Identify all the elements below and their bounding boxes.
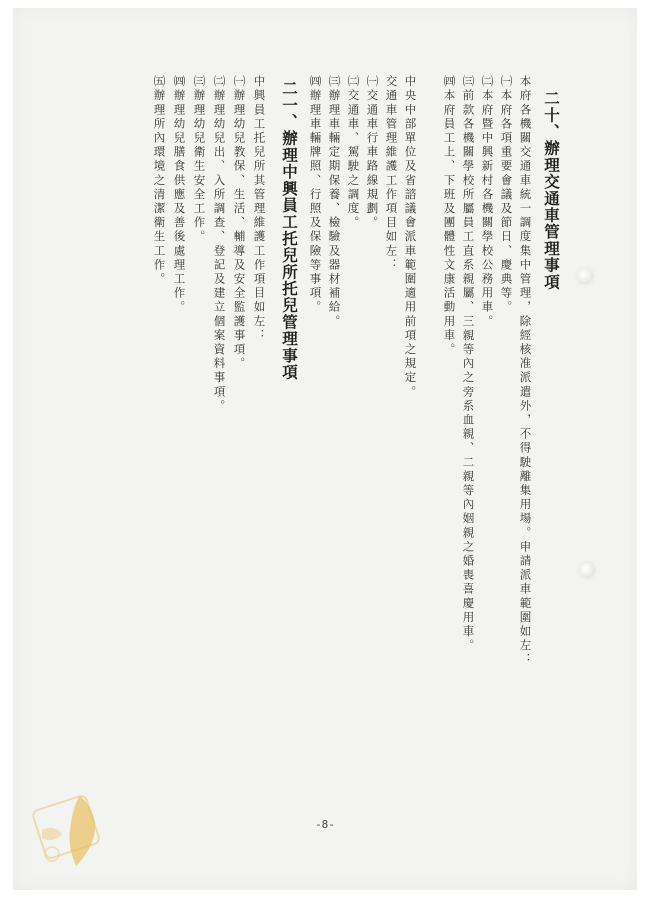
section-21-line: ㈣辦理幼兒膳食供應及善後處理工作。 xyxy=(172,75,187,315)
punch-hole xyxy=(577,268,593,284)
section-20-line: ㈠本府各項重要會議及節日、慶典等。 xyxy=(499,75,514,315)
punch-hole xyxy=(579,562,595,578)
section-21-line: ㈡辦理幼兒出、入所調查、登記及建立個案資料事項。 xyxy=(212,75,227,414)
section-20-line: ㈣本府員工上、下班及團體性文康活動用車。 xyxy=(442,75,457,357)
section-21-line: ㈠辦理幼兒教保、生活、輔導及安全監護事項。 xyxy=(232,75,247,372)
section-20-line: ㈡本府暨中興新村各機關學校公務用車。 xyxy=(480,75,495,329)
section-20-line: ㈢前款各機關學校所屬員工直系親屬、三親等內之旁系血親、二親等內姻親之婚喪喜慶用車。 xyxy=(461,75,476,654)
section-20-line: ㈣辦理車輛牌照、行照及保險等事項。 xyxy=(308,75,323,315)
section-21-line: ㈤辦理所內環境之清潔衛生工作。 xyxy=(152,75,167,287)
section-20-line: ㈢辦理車輛定期保養、檢驗及器材補給。 xyxy=(327,75,342,329)
section-20-line: ㈠交通車行車路線規劃。 xyxy=(365,75,380,231)
section-21-heading: 二一、辦理中興員工托兒所托兒管理事項 xyxy=(280,80,299,381)
section-20-heading: 二十、辦理交通車管理事項 xyxy=(542,90,561,291)
taiwan-map-logo-icon xyxy=(28,790,118,870)
section-21-line: 中興員工托兒所其管理維護工作項目如左： xyxy=(252,75,267,343)
section-20-line: 交通車管理維護工作項目如左： xyxy=(384,75,399,273)
section-20-line: ㈡交通車、駕駛之調度。 xyxy=(346,75,361,231)
section-20-line: 中央中部單位及省諮議會派車範圍適用前項之規定。 xyxy=(403,75,418,400)
section-20-line: 本府各機關交通車統一調度集中管理，除經核准派遣外，不得駛離集用場。申請派車範圍如左： xyxy=(518,75,533,668)
section-21-line: ㈢辦理幼兒衛生安全工作。 xyxy=(192,75,207,245)
page-number: -8- xyxy=(315,818,335,831)
